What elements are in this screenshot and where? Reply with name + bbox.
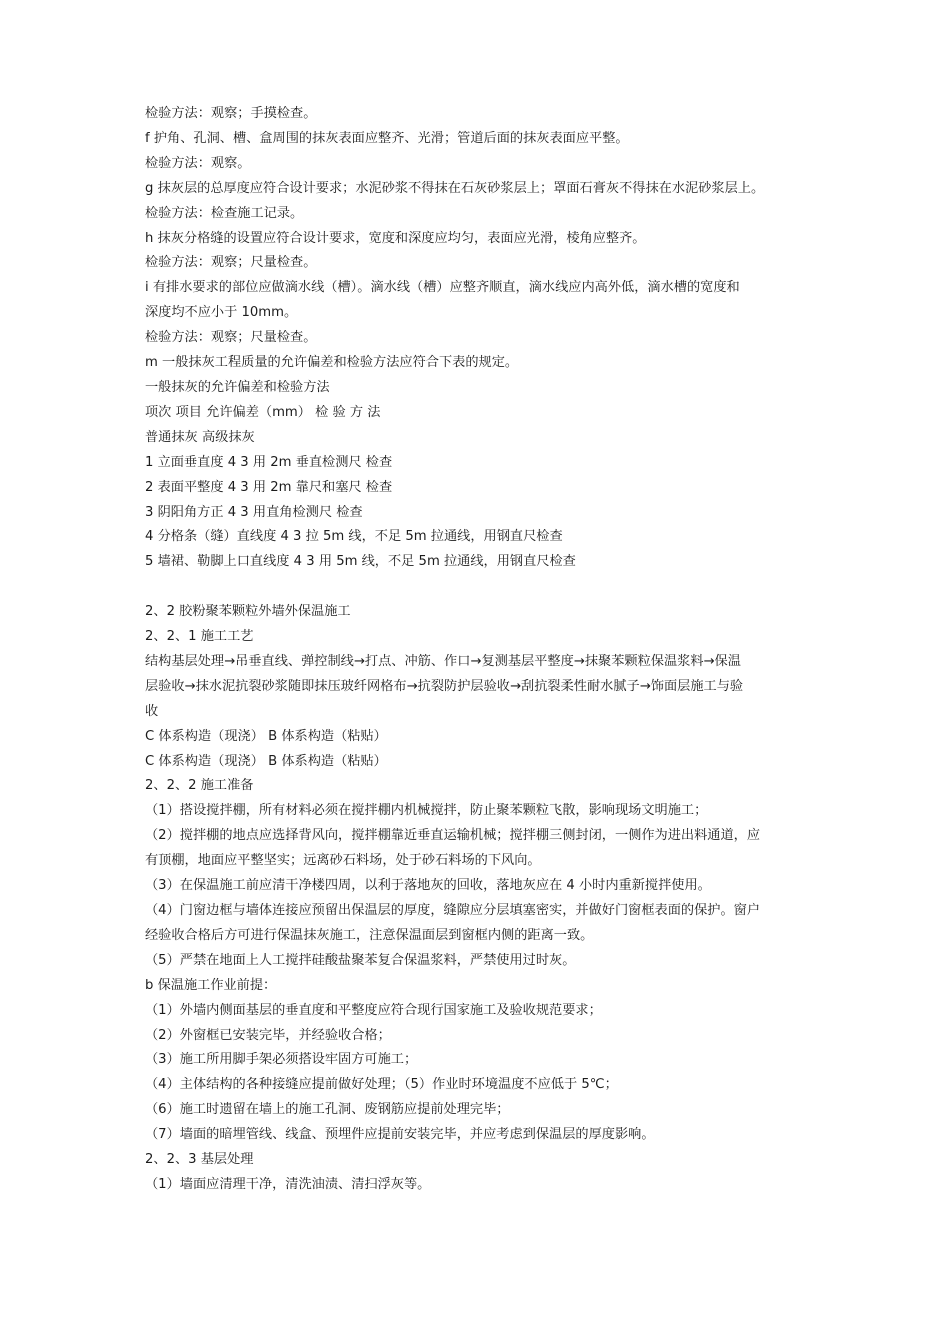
- text-line: 检验方法：观察。: [145, 155, 251, 171]
- text-line: 检验方法：检查施工记录。: [145, 205, 304, 221]
- table-row: 2 表面平整度 4 3 用 2m 靠尺和塞尺 检查: [145, 479, 393, 495]
- text-line: 经验收合格后方可进行保温抹灰施工，注意保温面层到窗框内侧的距离一致。: [145, 927, 594, 943]
- subsection-heading: 2、2、3 基层处理: [145, 1152, 254, 1168]
- text-line: 收: [145, 703, 159, 719]
- text-line: 层验收→抹水泥抗裂砂浆随即抹压玻纤网格布→抗裂防护层验收→刮抗裂柔性耐水腻子→饰面层施工与验: [145, 678, 744, 694]
- text-line: 深度均不应小于 10mm。: [145, 305, 298, 321]
- text-line: b 保温施工作业前提：: [145, 977, 277, 993]
- text-line: m 一般抹灰工程质量的允许偏差和检验方法应符合下表的规定。: [145, 355, 519, 371]
- subsection-heading: 2、2、2 施工准备: [145, 778, 254, 794]
- section-heading: 2、2 胶粉聚苯颗粒外墙外保温施工: [145, 604, 351, 620]
- text-line: 检验方法：观察；尺量检查。: [145, 330, 317, 346]
- text-line: （1）墙面应清理干净，清洗油渍、清扫浮灰等。: [145, 1176, 431, 1192]
- text-line: （1）外墙内侧面基层的垂直度和平整度应符合现行国家施工及验收规范要求；: [145, 1002, 602, 1018]
- text-line: 检验方法：观察；尺量检查。: [145, 255, 317, 271]
- text-line: 结构基层处理→吊垂直线、弹控制线→打点、冲筋、作口→复测基层平整度→抹聚苯颗粒保温浆料→保温: [145, 653, 741, 669]
- text-line: g 抹灰层的总厚度应符合设计要求；水泥砂浆不得抹在石灰砂浆层上；罩面石膏灰不得抹在水泥砂浆层上。: [145, 180, 765, 196]
- table-header-row: 项次 项目 允许偏差（mm） 检 验 方 法: [145, 404, 381, 420]
- text-line: （4）门窗边框与墙体连接应预留出保温层的厚度，缝隙应分层填塞密实，并做好门窗框表面的保护。窗户: [145, 902, 761, 918]
- subsection-heading: 2、2、1 施工工艺: [145, 629, 254, 645]
- text-line: （4）主体结构的各种接缝应提前做好处理；（5）作业时环境温度不应低于 5℃；: [145, 1077, 618, 1093]
- text-line: （5）严禁在地面上人工搅拌硅酸盐聚苯复合保温浆料，严禁使用过时灰。: [145, 952, 576, 968]
- table-row: 3 阴阳角方正 4 3 用直角检测尺 检查: [145, 504, 363, 520]
- text-line: （3）在保温施工前应清干净楼四周，以利于落地灰的回收，落地灰应在 4 小时内重新搅拌使用。: [145, 878, 711, 894]
- table-subheader-row: 普通抹灰 高级抹灰: [145, 429, 255, 445]
- text-line: （7）墙面的暗埋管线、线盒、预埋件应提前安装完毕，并应考虑到保温层的厚度影响。: [145, 1127, 655, 1143]
- table-row: 4 分格条（缝）直线度 4 3 拉 5m 线，不足 5m 拉通线，用钢直尺检查: [145, 529, 563, 545]
- text-line: （2）搅拌棚的地点应选择背风向，搅拌棚靠近垂直运输机械；搅拌棚三侧封闭，一侧作为进出料通道，应: [145, 828, 761, 844]
- text-line: f 护角、孔洞、槽、盒周围的抹灰表面应整齐、光滑；管道后面的抹灰表面应平整。: [145, 130, 629, 146]
- text-line: i 有排水要求的部位应做滴水线（槽）。滴水线（槽）应整齐顺直，滴水线应内高外低，滴水槽的宽度和: [145, 280, 740, 296]
- text-line: （1）搭设搅拌棚，所有材料必须在搅拌棚内机械搅拌，防止聚苯颗粒飞散，影响现场文明施工；: [145, 803, 708, 819]
- blank-line: [145, 575, 817, 600]
- text-line: 有顶棚，地面应平整坚实；远离砂石料场，处于砂石料场的下风向。: [145, 853, 541, 869]
- text-line: C 体系构造（现浇） B 体系构造（粘贴）: [145, 753, 387, 769]
- document-body: [145, 102, 817, 1198]
- table-row: 5 墙裙、勒脚上口直线度 4 3 用 5m 线，不足 5m 拉通线，用钢直尺检查: [145, 554, 576, 570]
- text-line: h 抹灰分格缝的设置应符合设计要求，宽度和深度应均匀，表面应光滑，棱角应整齐。: [145, 230, 646, 246]
- table-title: 一般抹灰的允许偏差和检验方法: [145, 379, 330, 395]
- text-line: C 体系构造（现浇） B 体系构造（粘贴）: [145, 728, 387, 744]
- text-line: （3）施工所用脚手架必须搭设牢固方可施工；: [145, 1052, 418, 1068]
- table-row: 1 立面垂直度 4 3 用 2m 垂直检测尺 检查: [145, 454, 393, 470]
- text-line: 检验方法：观察；手摸检查。: [145, 106, 317, 121]
- text-line: （2）外窗框已安装完毕，并经验收合格；: [145, 1027, 391, 1043]
- text-line: （6）施工时遗留在墙上的施工孔洞、废钢筋应提前处理完毕；: [145, 1102, 510, 1118]
